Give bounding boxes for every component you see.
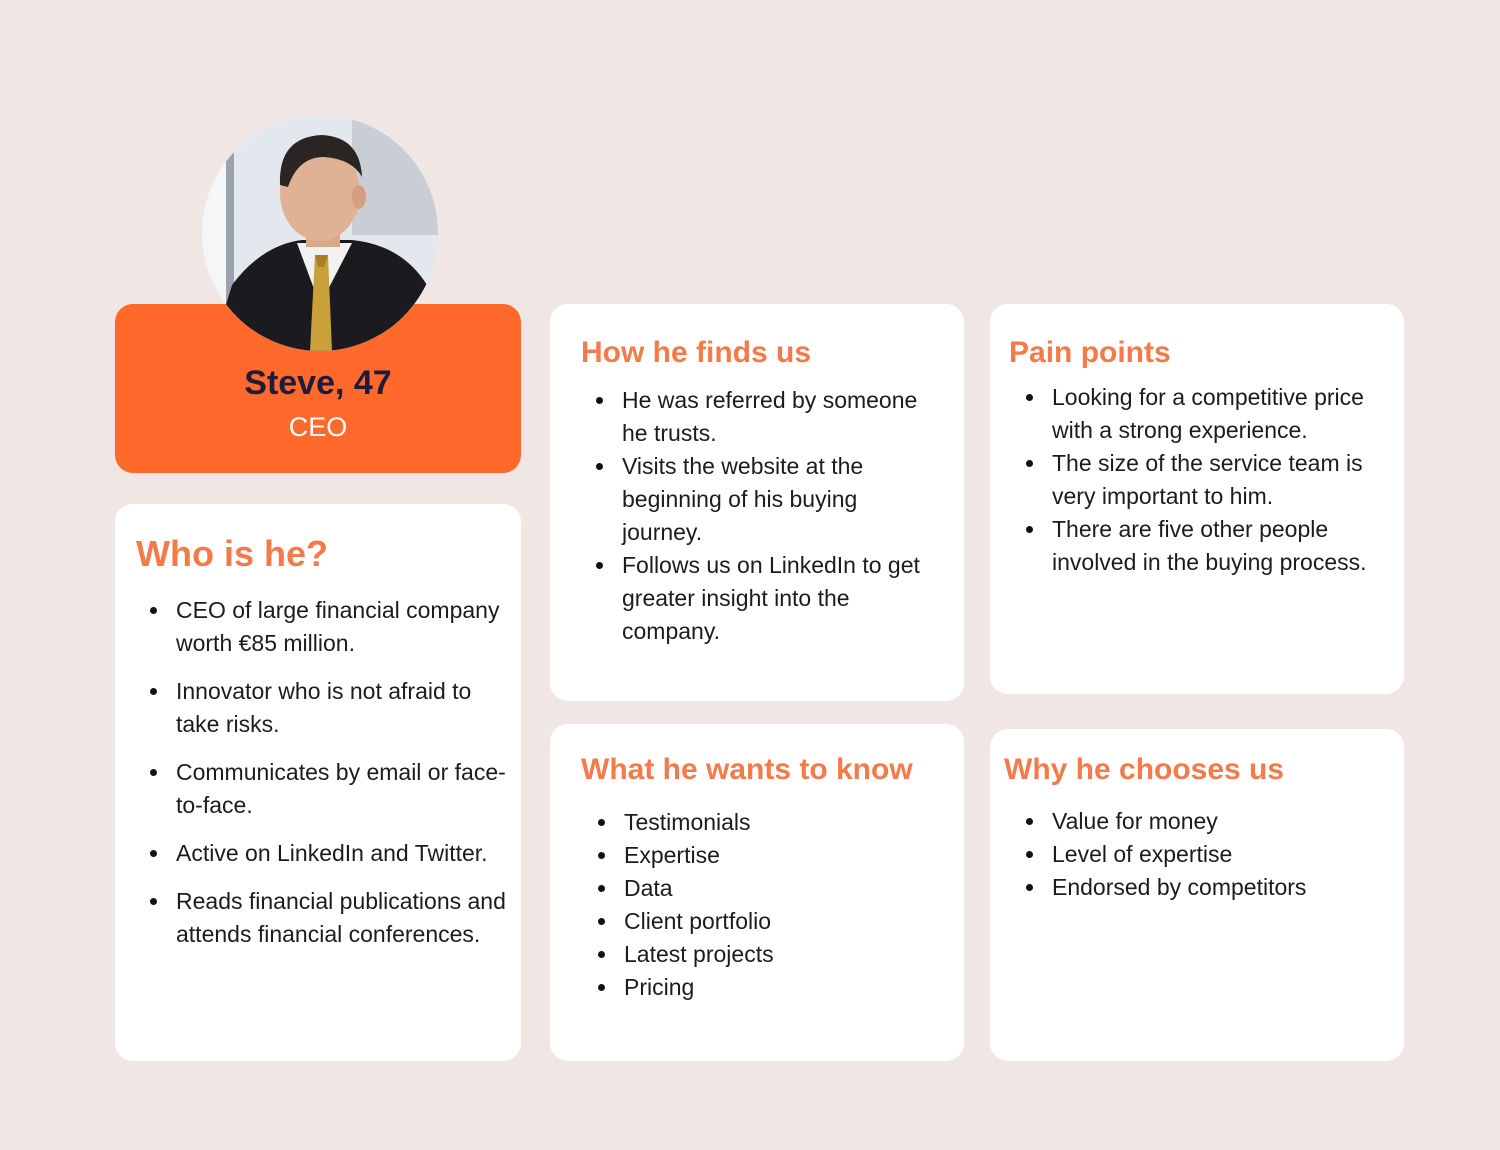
who-list: [146, 594, 506, 966]
list-item: Client portfolio: [594, 905, 944, 938]
list-item: Follows us on LinkedIn to get greater insight into the company.: [592, 549, 942, 648]
wants-list: [594, 806, 944, 1004]
list-item: Visits the website at the beginning of his buying journey.: [592, 450, 942, 549]
who-title: Who is he?: [136, 533, 328, 574]
list-item: Testimonials: [594, 806, 944, 839]
list-item: He was referred by someone he trusts.: [592, 384, 942, 450]
finds-title: How he finds us: [581, 336, 812, 369]
list-item: The size of the service team is very important to him.: [1022, 447, 1384, 513]
list-item: Communicates by email or face-to-face.: [146, 756, 506, 822]
persona-role: CEO: [288, 412, 348, 442]
why-list: [1022, 805, 1384, 904]
list-item: Pricing: [594, 971, 944, 1004]
list-item: Innovator who is not afraid to take risks.: [146, 675, 506, 741]
finds-list: [592, 384, 942, 648]
list-item: Value for money: [1022, 805, 1384, 838]
avatar: [202, 115, 438, 351]
list-item: There are five other people involved in the buying process.: [1022, 513, 1384, 579]
list-item: Looking for a competitive price with a strong experience.: [1022, 381, 1384, 447]
pain-list: [1022, 381, 1384, 579]
list-item: Latest projects: [594, 938, 944, 971]
list-item: Active on LinkedIn and Twitter.: [146, 837, 506, 870]
person-photo: [202, 115, 438, 351]
list-item: Data: [594, 872, 944, 905]
wants-title: What he wants to know: [581, 753, 913, 786]
list-item: Level of expertise: [1022, 838, 1384, 871]
why-title: Why he chooses us: [1004, 753, 1285, 786]
pain-title: Pain points: [1009, 336, 1171, 369]
list-item: Endorsed by competitors: [1022, 871, 1384, 904]
list-item: CEO of large financial company worth €85 million.: [146, 594, 506, 660]
persona-name: Steve, 47: [244, 364, 392, 402]
list-item: Expertise: [594, 839, 944, 872]
list-item: Reads financial publications and attends financial conferences.: [146, 885, 506, 951]
